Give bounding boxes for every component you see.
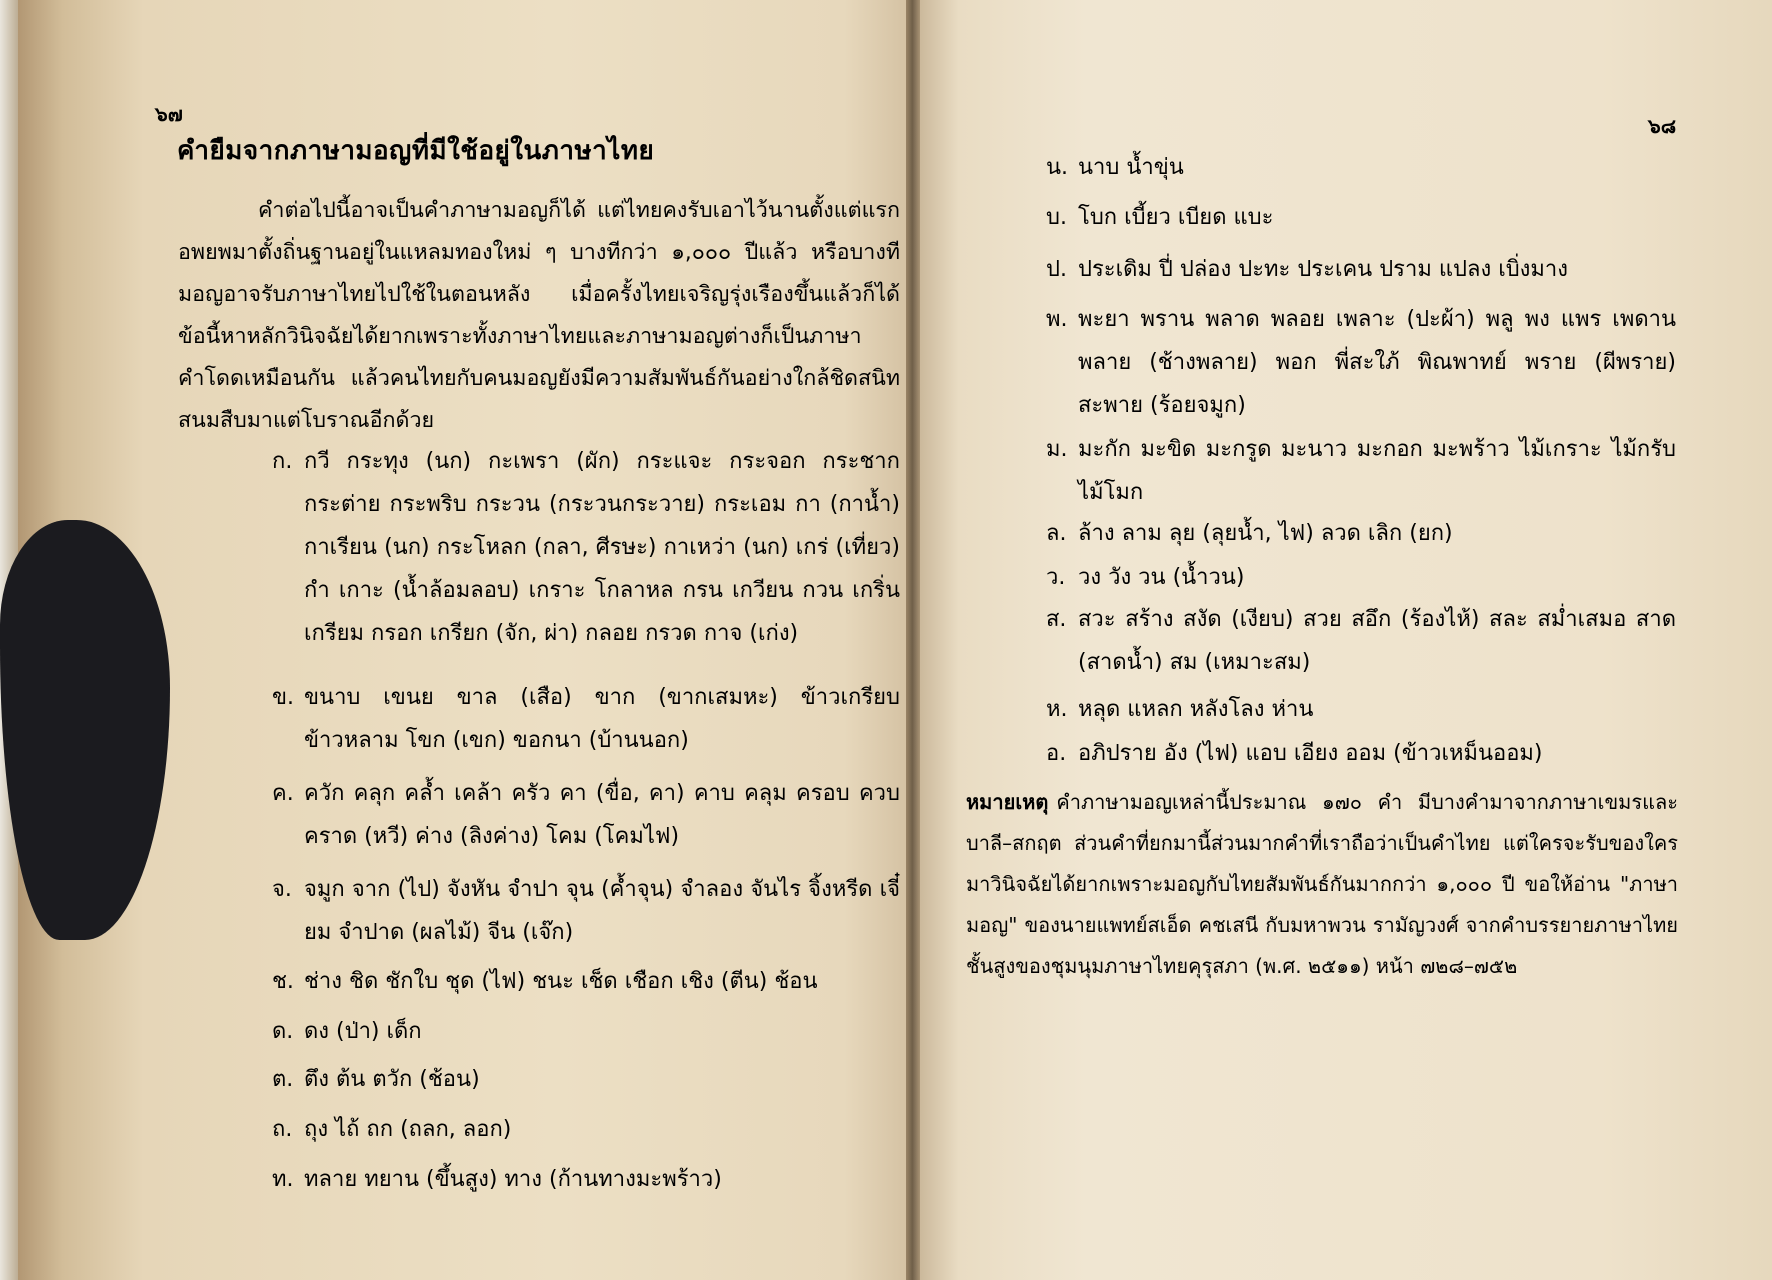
word-entry-lo [1046, 512, 1676, 555]
entry-letter: อ. [1046, 741, 1067, 766]
entry-letter: ท. [272, 1167, 294, 1192]
word-entry-kho [272, 676, 900, 762]
entry-letter: จ. [272, 877, 292, 902]
entry-letter: ข. [272, 685, 295, 710]
word-entry-ko [272, 440, 900, 655]
word-entry-do [272, 1010, 900, 1053]
entry-words: ตึง ต้น ตวัก (ช้อน) [304, 1067, 480, 1092]
entry-letter: ป. [1046, 257, 1067, 282]
entry-letter: ต. [272, 1067, 294, 1092]
entry-words: พะยา พราน พลาด พลอย เพลาะ (ปะผ้า) พลู พง แพร เพดาน พลาย (ช้างพลาย) พอก พี่สะใภ้ พิณพาทย์ พราย (ผีพราย) สะพาย (ร้อยจมูก) [1078, 307, 1676, 418]
entry-words: ถุง ไถ้ ถก (ถลก, ลอก) [304, 1117, 512, 1142]
word-entry-cho-chang [272, 960, 900, 1003]
entry-words: ประเดิม ปี่ ปล่อง ปะทะ ประเคน ปราม แปลง เบิ่งมาง [1078, 257, 1569, 282]
right-page-number: ๖๘ [1648, 114, 1677, 138]
entry-letter: น. [1046, 155, 1069, 180]
entry-words: ดง (ป่า) เด็ก [304, 1019, 422, 1044]
word-entry-tho-thahan [272, 1158, 900, 1201]
intro-paragraph-text: คำต่อไปนี้อาจเป็นคำภาษามอญก็ได้ แต่ไทยคงรับเอาไว้นานตั้งแต่แรกอพยพมาตั้งถิ่นฐานอยู่ในแหลมทองใหม่ ๆ บางทีกว่า ๑,๐๐๐ ปีแล้ว หรือบางทีมอญอาจรับภาษาไทยไปใช้ในตอนหลัง เมื่อครั้งไทยเจริญรุ่งเรืองขึ้นแล้วก็ได้ ข้อนี้หาหลักวินิจฉัยได้ยากเพราะทั้งภาษาไทยและภาษามอญต่างก็เป็นภาษาคำโดดเหมือนกัน แล้วคนไทยกับคนมอญยังมีความสัมพันธ์กันอย่างใกล้ชิดสนิทสนมสืบมาแต่โบราณอีกด้วย [178, 198, 900, 433]
entry-letter: ช. [272, 969, 294, 994]
entry-words: จมูก จาก (ไป) จังหัน จำปา จุน (ค้ำจุน) จำลอง จันไร จิ้งหรีด เจี๋ยม จำปาด (ผลไม้) จีน (เจ๊ก) [304, 877, 900, 945]
left-page-number: ๖๗ [155, 102, 183, 126]
entry-words: วง วัง วน (น้ำวน) [1078, 565, 1245, 590]
section-heading: คำยืมจากภาษามอญที่มีใช้อยู่ในภาษาไทย [177, 136, 655, 166]
entry-letter: ค. [272, 781, 294, 806]
word-entry-wo [1046, 556, 1676, 599]
entry-letter: ถ. [272, 1117, 293, 1142]
entry-words: ควัก คลุก คล้ำ เคล้า ครัว คา (ขื่อ, คา) คาบ คลุม ครอบ ควบ คราด (หวี) ค่าง (ลิงค่าง) โคม (โคมไฟ) [304, 781, 900, 849]
word-entry-mo [1046, 428, 1676, 514]
entry-words: มะกัก มะขิด มะกรูด มะนาว มะกอก มะพร้าว ไม้เกราะ ไม้กรับ ไม้โมก [1078, 437, 1676, 505]
entry-words: อภิปราย อัง (ไฟ) แอบ เอียง ออม (ข้าวเหม็นออม) [1078, 741, 1543, 766]
entry-letter: ก. [272, 449, 293, 474]
intro-paragraph [178, 190, 900, 442]
entry-words: โบก เบี้ยว เบียด แบะ [1078, 205, 1274, 230]
word-entry-tho [272, 1108, 900, 1151]
entry-words: ขนาบ เขนย ขาล (เสือ) ขาก (ขากเสมหะ) ข้าวเกรียบ ข้าวหลาม โขก (เขก) ขอกนา (บ้านนอก) [304, 685, 900, 753]
entry-words: นาบ น้ำขุ่น [1078, 155, 1184, 180]
word-entry-ho [1046, 688, 1676, 731]
word-entry-po [1046, 248, 1676, 291]
footnote-text: คำภาษามอญเหล่านี้ประมาณ ๑๗๐ คำ มีบางคำมาจากภาษาเขมรและบาลี–สกฤต ส่วนคำที่ยกมานี้ส่วนมากคำที่เราถือว่าเป็นคำไทย แต่ใครจะรับของใครมาวินิจฉัยได้ยากเพราะมอญกับไทยสัมพันธ์กันมากกว่า ๑,๐๐๐ ปี ขอให้อ่าน "ภาษามอญ" ของนายแพทย์สเอ็ด คชเสนี กับมหาพวน รามัญวงศ์ จากคำบรรยายภาษาไทยชั้นสูงของชุมนุมภาษาไทยคุรุสภา (พ.ศ. ๒๕๑๑) หน้า ๗๒๘–๗๕๒ [966, 790, 1678, 978]
entry-letter: ว. [1046, 565, 1066, 590]
entry-words: กวี กระทุง (นก) กะเพรา (ผัก) กระแจะ กระจอก กระชาก กระต่าย กระพริบ กระวน (กระวนกระวาย) กระเอม กา (กาน้ำ) กาเรียน (นก) กระโหลก (กลา, ศีรษะ) กาเหว่า (นก) เกร่ (เที่ยว) กำ เกาะ (น้ำล้อมลอบ) เกราะ โกลาหล กรน เกวียน กวน เกริ่น เกรียม กรอก เกรียก (จัก, ผ่า) กลอย กรวด กาจ (เก่ง) [304, 449, 900, 646]
word-entry-no [1046, 146, 1676, 189]
word-entry-so [1046, 598, 1676, 684]
word-entry-cho [272, 868, 900, 954]
entry-words: สวะ สร้าง สงัด (เงียบ) สวย สอึก (ร้องไห้) สละ สม่ำเสมอ สาด (สาดน้ำ) สม (เหมาะสม) [1078, 607, 1676, 675]
word-entry-to [272, 1058, 900, 1101]
word-entry-pho [1046, 298, 1676, 427]
entry-letter: ล. [1046, 521, 1067, 546]
entry-words: ล้าง ลาม ลุย (ลุยน้ำ, ไฟ) ลวด เลิก (ยก) [1078, 521, 1453, 546]
word-entry-o [1046, 732, 1676, 775]
word-entry-kho-khwai [272, 772, 900, 858]
entry-letter: บ. [1046, 205, 1067, 230]
word-entry-bo [1046, 196, 1676, 239]
entry-words: ช่าง ชิด ชักใบ ชุด (ไฟ) ชนะ เช็ด เชือก เชิง (ตีน) ช้อน [304, 969, 818, 994]
entry-letter: ห. [1046, 697, 1068, 722]
entry-words: ทลาย ทยาน (ขึ้นสูง) ทาง (ก้านทางมะพร้าว) [304, 1167, 722, 1192]
footnote-label: หมายเหตุ [966, 790, 1049, 814]
footnote [966, 782, 1678, 987]
entry-letter: พ. [1046, 307, 1068, 332]
entry-words: หลุด แหลก หลังโลง ห่าน [1078, 697, 1314, 722]
entry-letter: ม. [1046, 437, 1068, 462]
entry-letter: ส. [1046, 607, 1067, 632]
book-gutter [906, 0, 920, 1280]
entry-letter: ด. [272, 1019, 294, 1044]
